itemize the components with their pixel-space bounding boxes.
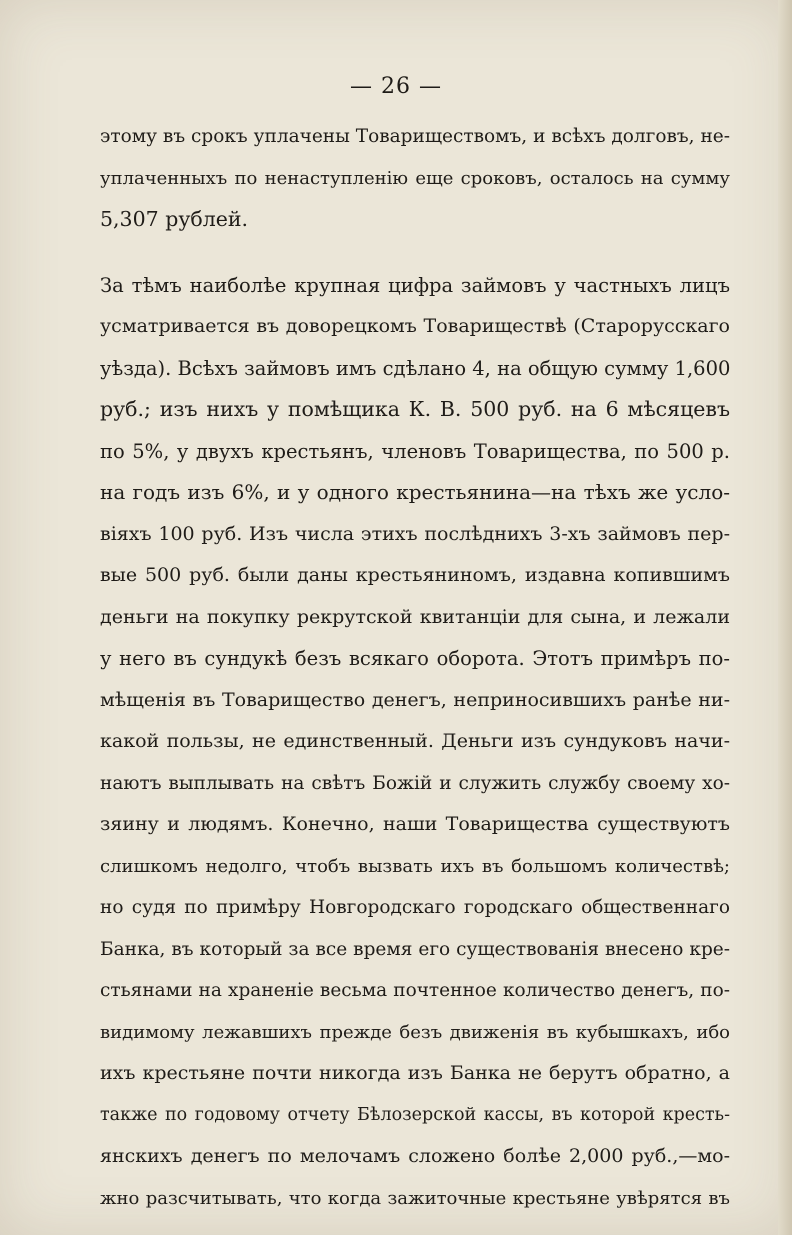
text-line: віяхъ 100 руб. Изъ числа этихъ послѣднихъ 3-хъ займовъ пер- <box>100 522 730 545</box>
text-line: но судя по примѣру Новгородскаго городскаго общественнаго <box>100 897 730 918</box>
text-line: по 5%, у двухъ крестьянъ, членовъ Товарищества, по 500 р. <box>100 439 730 463</box>
text-line: ихъ крестьяне почти никогда изъ Банка не берутъ обратно, а <box>100 1062 730 1084</box>
text-line: усматривается въ доворецкомъ Товариществѣ (Старорусскаго <box>100 315 730 337</box>
paragraph-gap <box>100 241 730 265</box>
text-line: жно разсчитывать, что когда зажиточные крестьяне увѣрятся въ <box>100 1187 730 1209</box>
text-line: руб.; изъ нихъ у помѣщика К. В. 500 руб. на 6 мѣсяцевъ <box>100 397 730 421</box>
text-line: также по годовому отчету Бѣлозерской кассы, въ которой кресть- <box>100 1104 730 1125</box>
text-line: у него въ сундукѣ безъ всякаго оборота. Этотъ примѣръ по- <box>100 647 730 670</box>
text-line: видимому лежавшихъ прежде безъ движенія въ кубышкахъ, ибо <box>100 1021 730 1043</box>
page-number: — 26 — <box>350 74 442 99</box>
text-line: 5,307 рублей. <box>100 207 249 231</box>
text-line: уѣзда). Всѣхъ займовъ имъ сдѣлано 4, на общую сумму 1,600 <box>100 356 731 380</box>
text-line: Банка, въ который за все время его существованія внесено кре- <box>100 938 730 960</box>
page-edge <box>778 0 792 1235</box>
text-line: За тѣмъ наиболѣе крупная цифра займовъ у частныхъ лицъ <box>100 273 730 297</box>
text-line: деньги на покупку рекрутской квитанціи для сына, и лежали <box>100 605 730 628</box>
text-line: этому въ срокъ уплачены Товариществомъ, и всѣхъ долговъ, не- <box>100 126 730 147</box>
paragraph-1 <box>100 116 730 241</box>
text-line: зяину и людямъ. Конечно, наши Товарищества существуютъ <box>100 813 730 835</box>
text-line: янскихъ денегъ по мелочамъ сложено болѣе 2,000 руб.,—мо- <box>100 1145 730 1167</box>
text-line: стьянами на храненіе весьма почтенное количество денегъ, по- <box>100 980 730 1001</box>
text-line: уплаченныхъ по ненаступленію еще сроковъ, осталось на сумму <box>100 167 730 189</box>
body-text <box>100 116 730 1219</box>
text-line: слишкомъ недолго, чтобъ вызвать ихъ въ большомъ количествѣ; <box>100 855 730 877</box>
paragraph-2 <box>100 265 730 1220</box>
text-line: мѣщенія въ Товарищество денегъ, неприносившихъ ранѣе ни- <box>100 688 730 711</box>
text-line: на годъ изъ 6%, и у одного крестьянина—на тѣхъ же усло- <box>100 480 730 504</box>
text-line: какой пользы, не единственный. Деньги изъ сундуковъ начи- <box>100 730 730 752</box>
text-line: вые 500 руб. были даны крестьяниномъ, издавна копившимъ <box>100 564 730 586</box>
text-line: наютъ выплывать на свѣтъ Божій и служить службу своему хо- <box>100 772 730 794</box>
